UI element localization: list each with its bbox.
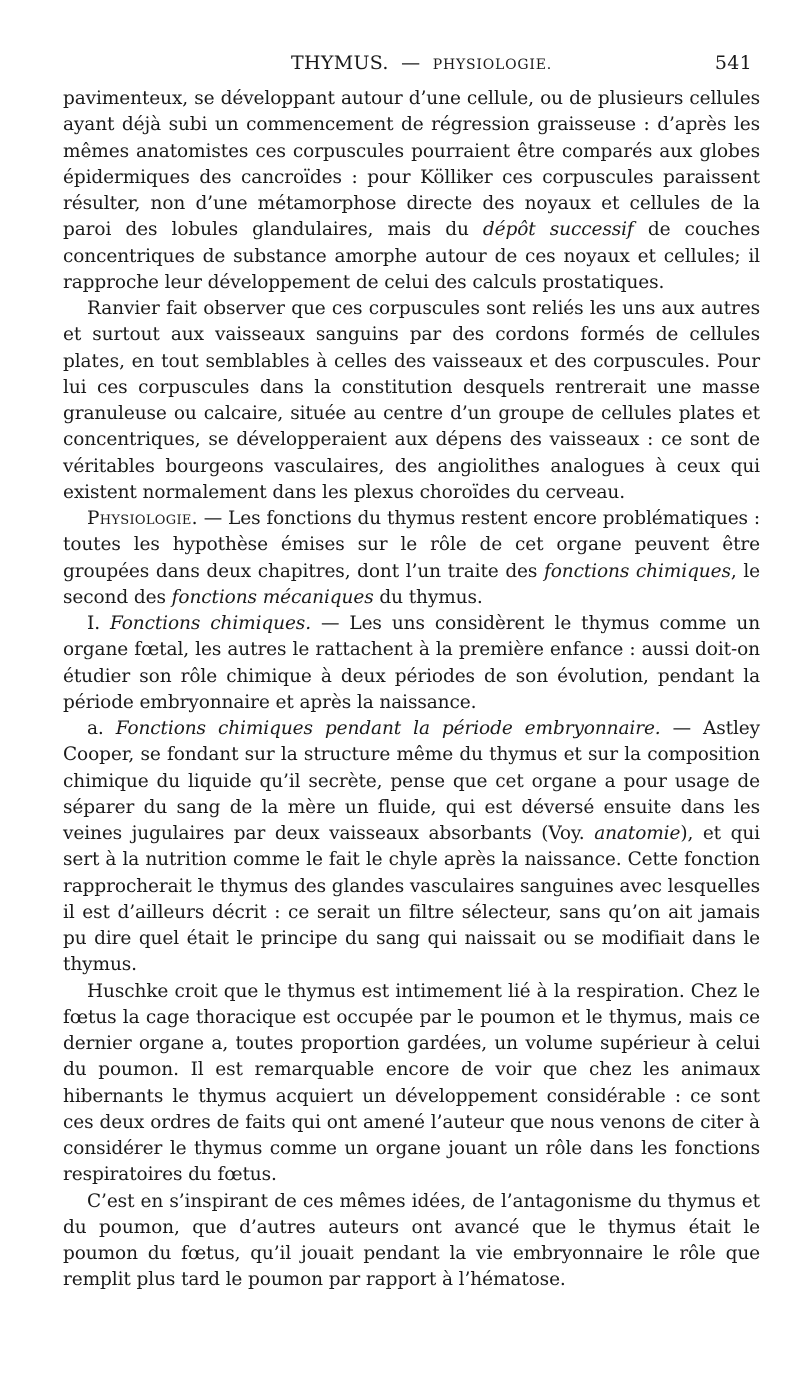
paragraph-6 <box>63 979 760 1189</box>
text-segment: a. <box>87 718 116 739</box>
text-segment: — Les uns considèrent le thymus comme un organe fœtal, les autres le rattachent à la première enfance : aussi doit-on étudier son rôle chimique à deux périodes de son évolution, pendant la période embryonnaire et après la naissance. <box>63 613 761 713</box>
text-segment: du thymus. <box>373 586 483 608</box>
header-center <box>291 52 552 74</box>
running-title: THYMUS. <box>291 52 389 74</box>
body-text <box>63 86 760 1294</box>
text-segment: C’est en s’inspirant de ces mêmes idées, de l’antagonisme du thymus et du poumon, que d’autres auteurs ont avancé que le thymus était le poumon du fœtus, qu’il jouait pendant la vie embryonnaire le rôle que remplit plus tard le poumon par rapport à l’hématose. <box>63 1190 760 1291</box>
text-segment: pavimenteux, se développant autour d’une cellule, ou de plusieurs cellules ayant déjà subi un commencement de régression graisseuse : d’après les mêmes anatomistes ces corpuscules pourraient être comparés aux globes épidermiques des cancroïdes : pour Kölliker ces corpuscules paraissent résulter, non d’une métamorphose directe des noyaux et cellules de la paroi des lobules glandulaires, mais du <box>63 88 760 241</box>
running-header <box>63 52 760 86</box>
section-heading: Physiologie. <box>87 508 198 529</box>
header-separator: — <box>401 52 421 74</box>
paragraph-7 <box>63 1189 760 1294</box>
text-segment: — Les fonctions du thymus restent encore problématiques : toutes les hypothèse émises sur le rôle de cet organe peuvent être groupées dans deux chapitres, dont l’un traite des <box>63 508 760 582</box>
paragraph-3 <box>63 506 760 611</box>
italic-segment: fonctions mécaniques <box>171 586 374 608</box>
italic-segment: dépôt successif <box>482 219 634 241</box>
italic-segment: fonctions chimiques <box>543 560 731 582</box>
paragraph-5 <box>63 716 760 979</box>
italic-segment: anatomie <box>594 823 681 844</box>
paragraph-1 <box>63 86 760 296</box>
text-segment: , le second des <box>63 560 760 608</box>
subsection-heading: Fonctions chimiques. <box>110 613 311 634</box>
subsection-heading: Fonctions chimiques pendant la période embryonnaire. <box>115 718 661 739</box>
paragraph-2 <box>63 296 760 506</box>
text-segment: Ranvier fait observer que ces corpuscules sont reliés les uns aux autres et surtout aux vaisseaux sanguins par des cordons formés de cellules plates, en tout semblables à celles des vaisseaux et des corpuscules. Pour lui ces corpuscules dans la constitution desquels rentrerait une masse granuleuse ou calcaire, située au centre d’un groupe de cellules plates et concentriques, se développeraient aux dépens des vaisseaux : ce sont de véritables bourgeons vasculaires, des angiolithes analogues à ceux qui existent normalement dans les plexus choroïdes du cerveau. <box>63 298 760 503</box>
text-segment: I. <box>87 613 110 634</box>
page-number: 541 <box>714 52 752 74</box>
text-segment: — Astley Cooper, se fondant sur la structure même du thymus et sur la composition chimique du liquide qu’il secrète, pense que cet organe a pour usage de séparer du sang de la mère un fluide, qui est déversé ensuite dans les veines jugulaires par deux vaisseaux absorbants (Voy. <box>63 718 761 844</box>
section-title: PHYSIOLOGIE. <box>432 57 552 73</box>
text-segment: Huschke croit que le thymus est intimement lié à la respiration. Chez le fœtus la cage thoracique est occupée par le poumon et le thymus, mais ce dernier organe a, toutes proportion gardées, un volume supérieur à celui du poumon. Il est remarquable encore de voir que chez les animaux hibernants le thymus acquiert un développement considérable : ce sont ces deux ordres de faits qui ont amené l’auteur que nous venons de citer à considérer le thymus comme un organe jouant un rôle dans les fonctions respiratoires du fœtus. <box>63 980 760 1186</box>
text-segment: ), et qui sert à la nutrition comme le fait le chyle après la naissance. Cette fonction rapprocherait le thymus des glandes vasculaires sanguines avec lesquelles il est d’ailleurs décrit : ce serait un filtre sélecteur, sans qu’on ait jamais pu dire quel était le principe du sang qui naissait ou se modifiait dans le thymus. <box>63 823 760 976</box>
text-segment: de couches concentriques de substance amorphe autour de ces noyaux et cellules; il rapproche leur développement de celui des calculs prostatiques. <box>63 219 760 293</box>
paragraph-4 <box>63 611 760 716</box>
